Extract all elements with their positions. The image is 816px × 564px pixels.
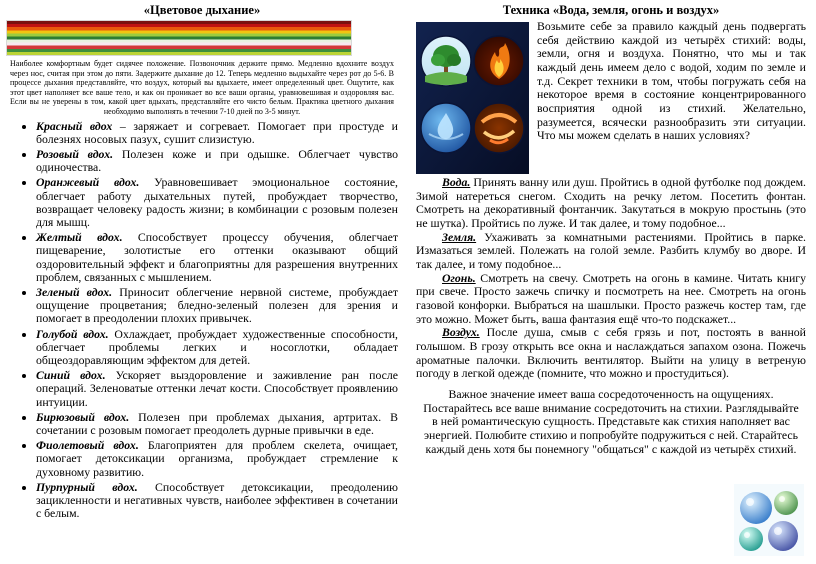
element-paragraph-water bbox=[416, 176, 806, 231]
element-text: Смотреть на свечу. Смотреть на огонь в камине. Читать книгу при свече. Просто зажечь спичку и посмотреть на нее. Смотреть на огонь газовой конфорки. Выбраться на шашлыки. Просто разжечь костер там, где это можно. Может быть, ваша фантазия ещё что-то подскажет... bbox=[416, 270, 807, 326]
bullet-separator bbox=[123, 230, 138, 244]
technique-intro-paragraph: Возьмите себе за правило каждый день подвергать себя действию каждой из четырёх стихий: воды, земли, огня и воздуха. Понятно, что мы и так каждый день имеем дело с водой, ходим по земле и т.д. Секрет техники в том, чтобы погружать себя на некоторое время в состояние концентрированного восприятия одной из стихий. Желательно, разумеется, всячески разнообразить эти ситуации. Что мы можем сделать в наших условиях? bbox=[537, 19, 806, 143]
color-breath-list bbox=[36, 120, 398, 521]
bullet-lead: Голубой вдох. bbox=[36, 326, 109, 341]
air-swirl-icon bbox=[474, 103, 524, 153]
element-lead-earth: Земля. bbox=[442, 229, 477, 244]
bullet-lead: Синий вдох. bbox=[36, 368, 106, 383]
water-drop-icon bbox=[421, 103, 471, 153]
bullet-text: Способствует детоксикации, преодолению зацикленности и негативных чувств, наиболее эффективен в сочетании с белым. bbox=[36, 479, 398, 521]
list-item bbox=[36, 231, 398, 284]
bullet-separator bbox=[129, 410, 138, 424]
bullet-text: Благоприятен для проблем скелета, очищает, помогает детоксикации организма, пробуждает стремление к духовному развитию. bbox=[36, 438, 398, 479]
fire-icon bbox=[474, 36, 524, 86]
bullet-lead: Красный вдох bbox=[36, 118, 113, 133]
list-item bbox=[36, 369, 398, 409]
bullet-lead: Розовый вдох. bbox=[36, 146, 114, 161]
bullet-lead: Зеленый вдох. bbox=[36, 285, 113, 299]
bullet-lead: Бирюзовый вдох. bbox=[36, 409, 130, 424]
list-item bbox=[36, 120, 398, 146]
element-text: После душа, смыв с себя грязь и пот, постоять в ванной голышом. В грозу открыть все окна и наслаждаться запахом озона. Пожечь ароматные палочки. Включить вентилятор. Выйти на улицу в ветреную погоду в легкой одежде (помните, что можно и простудиться). bbox=[416, 325, 806, 381]
bullet-text: Способствует процессу обучения, облегчает пищеварение, золотистые его оттенки оказывают общий оздоровительный эффект и благоприятны для разрешения внутренних проблем, связанных с мышлением. bbox=[36, 230, 399, 284]
element-lead-air: Воздух. bbox=[442, 325, 480, 340]
element-paragraph-fire bbox=[416, 272, 806, 327]
bullet-text: Полезен коже и при одышке. Облегчает чувство одиночества. bbox=[36, 146, 398, 175]
bullet-separator bbox=[139, 438, 148, 452]
earth-tree-icon bbox=[421, 36, 471, 86]
air-sphere-icon bbox=[739, 527, 763, 551]
four-elements-illustration bbox=[416, 22, 529, 174]
element-paragraph-air bbox=[416, 326, 806, 381]
bullet-text: Уравновешивает эмоциональное состояние, облегчает работу дыхательных путей, пробуждает творчество, возвращает человеку радость жизни; в комбинации с розовым полезен для мышц. bbox=[36, 175, 398, 229]
bullet-text: Охлаждает, пробуждает художественные способности, облегчает проблемы легких и носоглотки, обладает общеоздоравляющим эффектом для детей. bbox=[36, 326, 399, 368]
bullet-lead: Желтый вдох. bbox=[36, 230, 123, 245]
page-title: «Цветовое дыхание» bbox=[143, 3, 261, 17]
bullet-separator bbox=[138, 480, 155, 494]
bullet-lead: Оранжевый вдох. bbox=[36, 175, 140, 190]
bullet-text: заряжает и согревает. Помогает при простуде и болезнях носовых пазух, сушит слизистую. bbox=[36, 118, 398, 146]
element-spheres-image bbox=[734, 484, 804, 556]
fire-sphere-icon bbox=[768, 521, 798, 551]
left-intro-paragraph: Наиболее комфортным будет сидячее положение. Позвоночник держите прямо. Медленно вдохните воздух через нос, считая при этом до пяти. Задержите дыхание до 12. Теперь медленно выдыхайте через рот до 5-6. В процессе дыхания представляйте, что воздух, который вы вдыхаете, имеет определенный цвет. Ощутите, как этот цвет наполняет все ваше тело, и как он проникает во все ваши органы, уравновешивая и оздоровляя вас. Если вы не уверены в том, какой цвет вдыхать, представляйте его чисто белым. Практика цветного дыхания необходимо выполнять в течении 7-10 дней по 3-5 минут. bbox=[10, 59, 394, 116]
right-body bbox=[416, 20, 806, 456]
list-item bbox=[36, 286, 398, 326]
four-elements-image bbox=[416, 22, 529, 174]
element-lead-water: Вода. bbox=[442, 175, 471, 189]
closing-paragraph: Важное значение имеет ваша сосредоточенность на ощущениях. Постарайтесь все ваше внимание сосредоточить на стихии. Разглядывайте в ней романтическую сущность. Представьте как стихия наполняет вас энергией. Полюбите стихию и попробуйте подружиться с ней. Старайтесь каждый день хотя бы понемногу "общаться" с каждой из четырёх стихий. bbox=[423, 387, 799, 456]
bullet-lead: Пурпурный вдох. bbox=[36, 479, 138, 494]
bullet-separator bbox=[106, 368, 116, 382]
element-text: Ухаживать за комнатными растениями. Пройтись в парке. Измазаться землей. Полежать на голой земле. Разбить клумбу во дворе. И так далее, и тому подобное... bbox=[416, 229, 807, 272]
list-item bbox=[36, 481, 398, 521]
bullet-separator bbox=[139, 175, 154, 189]
element-spheres-illustration bbox=[734, 484, 804, 556]
bullet-text: Ускоряет выздоровление и заживление ран после операций. Зеленоватые оттенки лечат кости. Способствует проявлению интуиции. bbox=[36, 368, 398, 409]
element-lead-fire: Огонь. bbox=[442, 270, 476, 285]
bullet-text: Приносит облегчение нервной системе, пробуждает ощущение процветания; бледно-зеленый полезен для зрения и помогает в преодолении плохих привычек. bbox=[36, 285, 399, 326]
page-title: Техника «Вода, земля, огонь и воздух» bbox=[502, 3, 720, 17]
earth-sphere-icon bbox=[774, 491, 798, 515]
list-item bbox=[36, 148, 398, 174]
bullet-lead: Фиолетовый вдох. bbox=[36, 438, 139, 453]
bullet-text: Полезен при проблемах дыхания, артритах. В сочетании с розовым помогает преодолеть дурные привычки в еде. bbox=[36, 409, 398, 438]
list-item bbox=[36, 176, 398, 229]
bullet-separator bbox=[113, 147, 122, 161]
element-paragraph-earth bbox=[416, 231, 806, 272]
element-text: Принять ванну или душ. Пройтись в одной футболке под дождем. Зимой натереться снегом. Сходить на речку летом. Посетить фонтан. Смотреть на декоративный фонтанчик. Закутаться в мокрую простынь (это не шутка). Пройтись по луже. И так далее, и тому подобное... bbox=[416, 175, 806, 231]
rainbow-image bbox=[6, 20, 352, 56]
list-item bbox=[36, 439, 398, 479]
list-item bbox=[36, 411, 398, 437]
water-sphere-icon bbox=[740, 492, 772, 524]
list-item bbox=[36, 328, 398, 368]
right-page bbox=[408, 0, 816, 564]
bullet-separator: – bbox=[112, 118, 134, 133]
